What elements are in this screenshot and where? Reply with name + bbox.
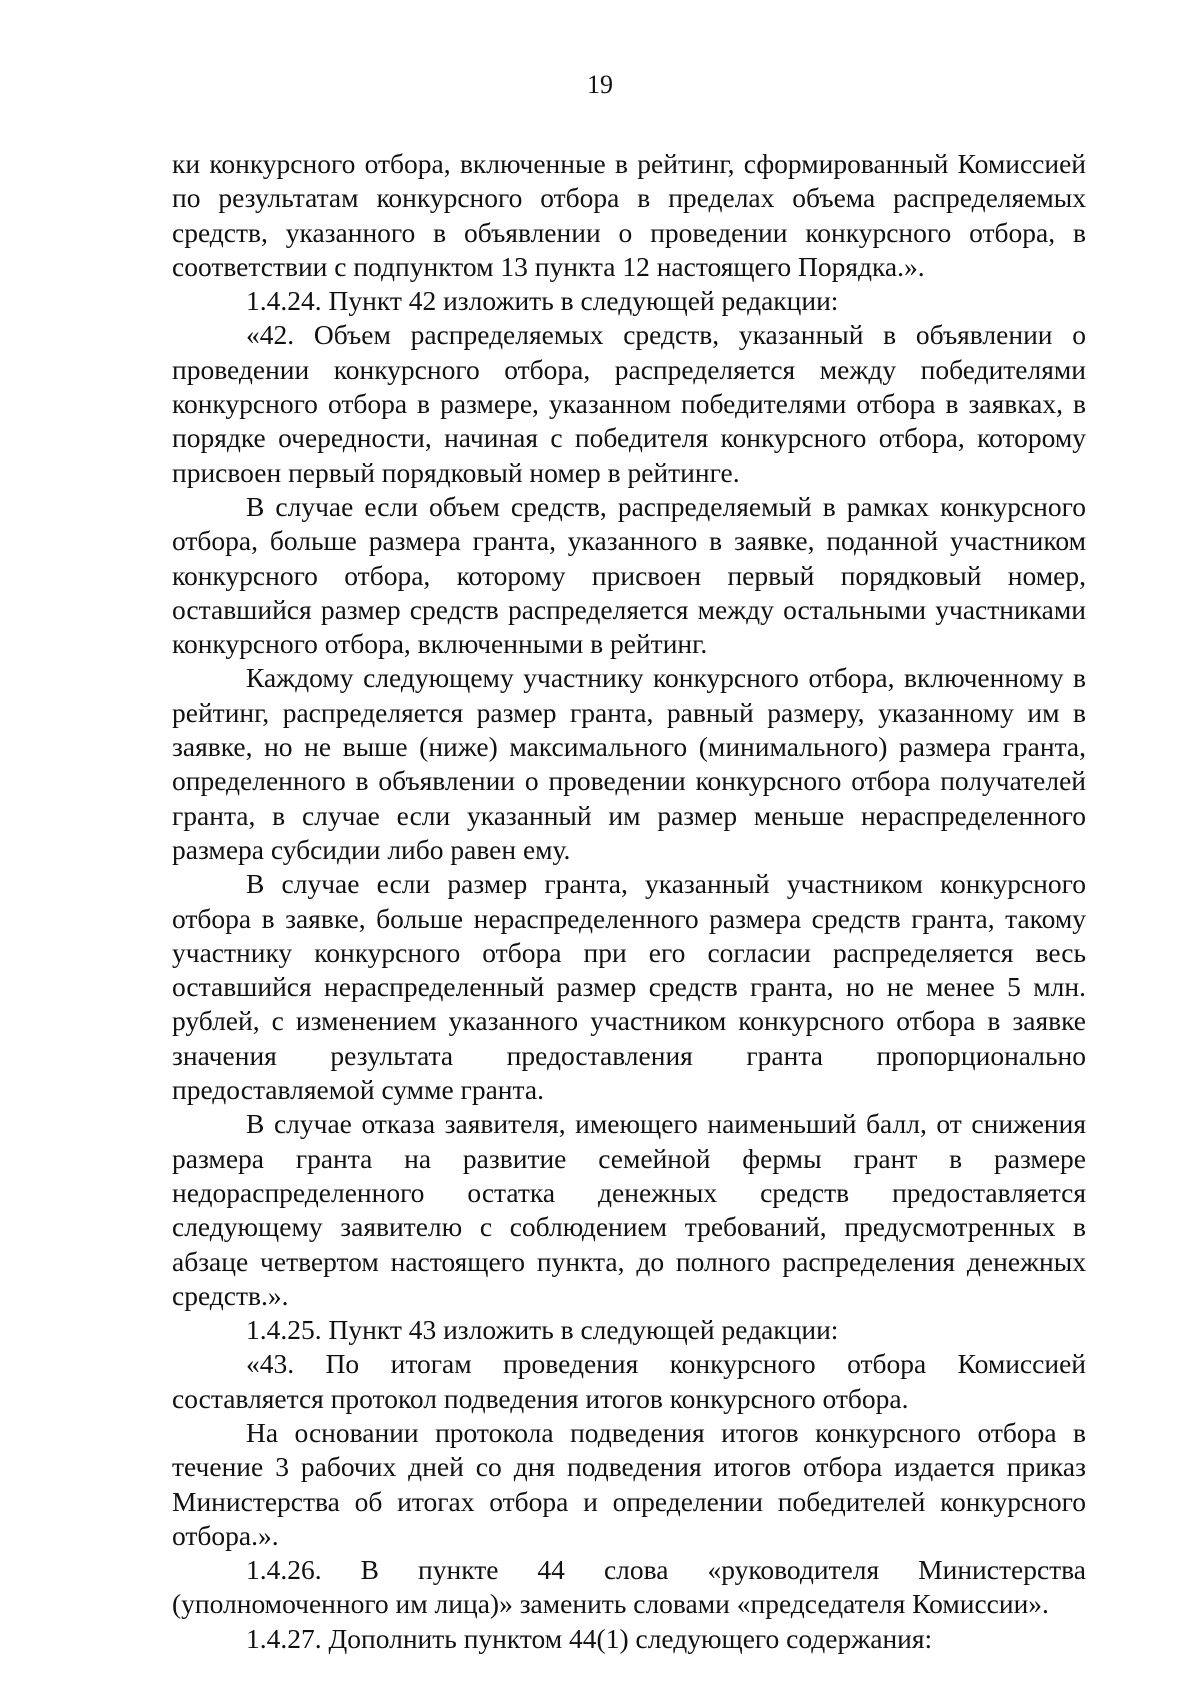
paragraph-item-43: «43. По итогам проведения конкурсного отбора Комиссией составляется протокол подведения итогов конкурсного отбора. [172, 1348, 1086, 1414]
document-body [172, 147, 1086, 1656]
paragraph-next-participant: Каждому следующему участнику конкурсного отбора, включенному в рейтинг, распределяется размер гранта, равный размеру, указанному им в заявке, но не выше (ниже) максимального (минимального) размера гранта, определенного в объявлении о проведении конкурсного отбора получателей гранта, в случае если указанный им размер меньше нераспределенного размера субсидии либо равен ему. [172, 662, 1086, 865]
paragraph-1-4-24: 1.4.24. Пункт 42 изложить в следующей редакции: [246, 285, 839, 317]
paragraph-protocol-order: На основании протокола подведения итогов конкурсного отбора в течение 3 рабочих дней со дня подведения итогов отбора издается приказ Министерства об итогах отбора и определении победителей конкурсного отбора.». [172, 1416, 1086, 1551]
paragraph-1-4-26: 1.4.26. В пункте 44 слова «руководителя Министерства (уполномоченного им лица)» заменить словами «председателя Комиссии». [172, 1554, 1086, 1620]
paragraph-remaining-funds: В случае если объем средств, распределяемый в рамках конкурсного отбора, больше размера гранта, указанного в заявке, поданной участником конкурсного отбора, которому присвоен первый порядковый номер, оставшийся размер средств распределяется между остальными участниками конкурсного отбора, включенными в рейтинг. [172, 490, 1086, 660]
paragraph-1-4-27: 1.4.27. Дополнить пунктом 44(1) следующего содержания: [246, 1622, 933, 1654]
paragraph-refusal: В случае отказа заявителя, имеющего наименьший балл, от снижения размера гранта на развитие семейной фермы грант в размере недораспределенного остатка денежных средств предоставляется следующему заявителю с соблюдением требований, предусмотренных в абзаце четвертом настоящего пункта, до полного распределения денежных средств.». [172, 1108, 1086, 1311]
page-number: 19 [587, 70, 613, 99]
paragraph-1-4-25: 1.4.25. Пункт 43 изложить в следующей редакции: [246, 1314, 839, 1346]
paragraph-continuation: ки конкурсного отбора, включенные в рейтинг, сформированный Комиссией по результатам конкурсного отбора в пределах объема распределяемых средств, указанного в объявлении о проведении конкурсного отбора, в соответствии с подпунктом 13 пункта 12 настоящего Порядка.». [172, 148, 1086, 282]
paragraph-item-42: «42. Объем распределяемых средств, указанный в объявлении о проведении конкурсного отбора, распределяется между победителями конкурсного отбора в размере, указанном победителями отбора в заявках, в порядке очередности, начиная с победителя конкурсного отбора, которому присвоен первый порядковый номер в рейтинге. [172, 319, 1086, 488]
paragraph-grant-exceeds: В случае если размер гранта, указанный участником конкурсного отбора в заявке, больше нераспределенного размера средств гранта, такому участнику конкурсного отбора при его согласии распределяется весь оставшийся нераспределенный размер средств гранта, но не менее 5 млн. рублей, с изменением указанного участником конкурсного отбора в заявке значения результата предоставления гранта пропорционально предоставляемой сумме гранта. [172, 868, 1086, 1106]
